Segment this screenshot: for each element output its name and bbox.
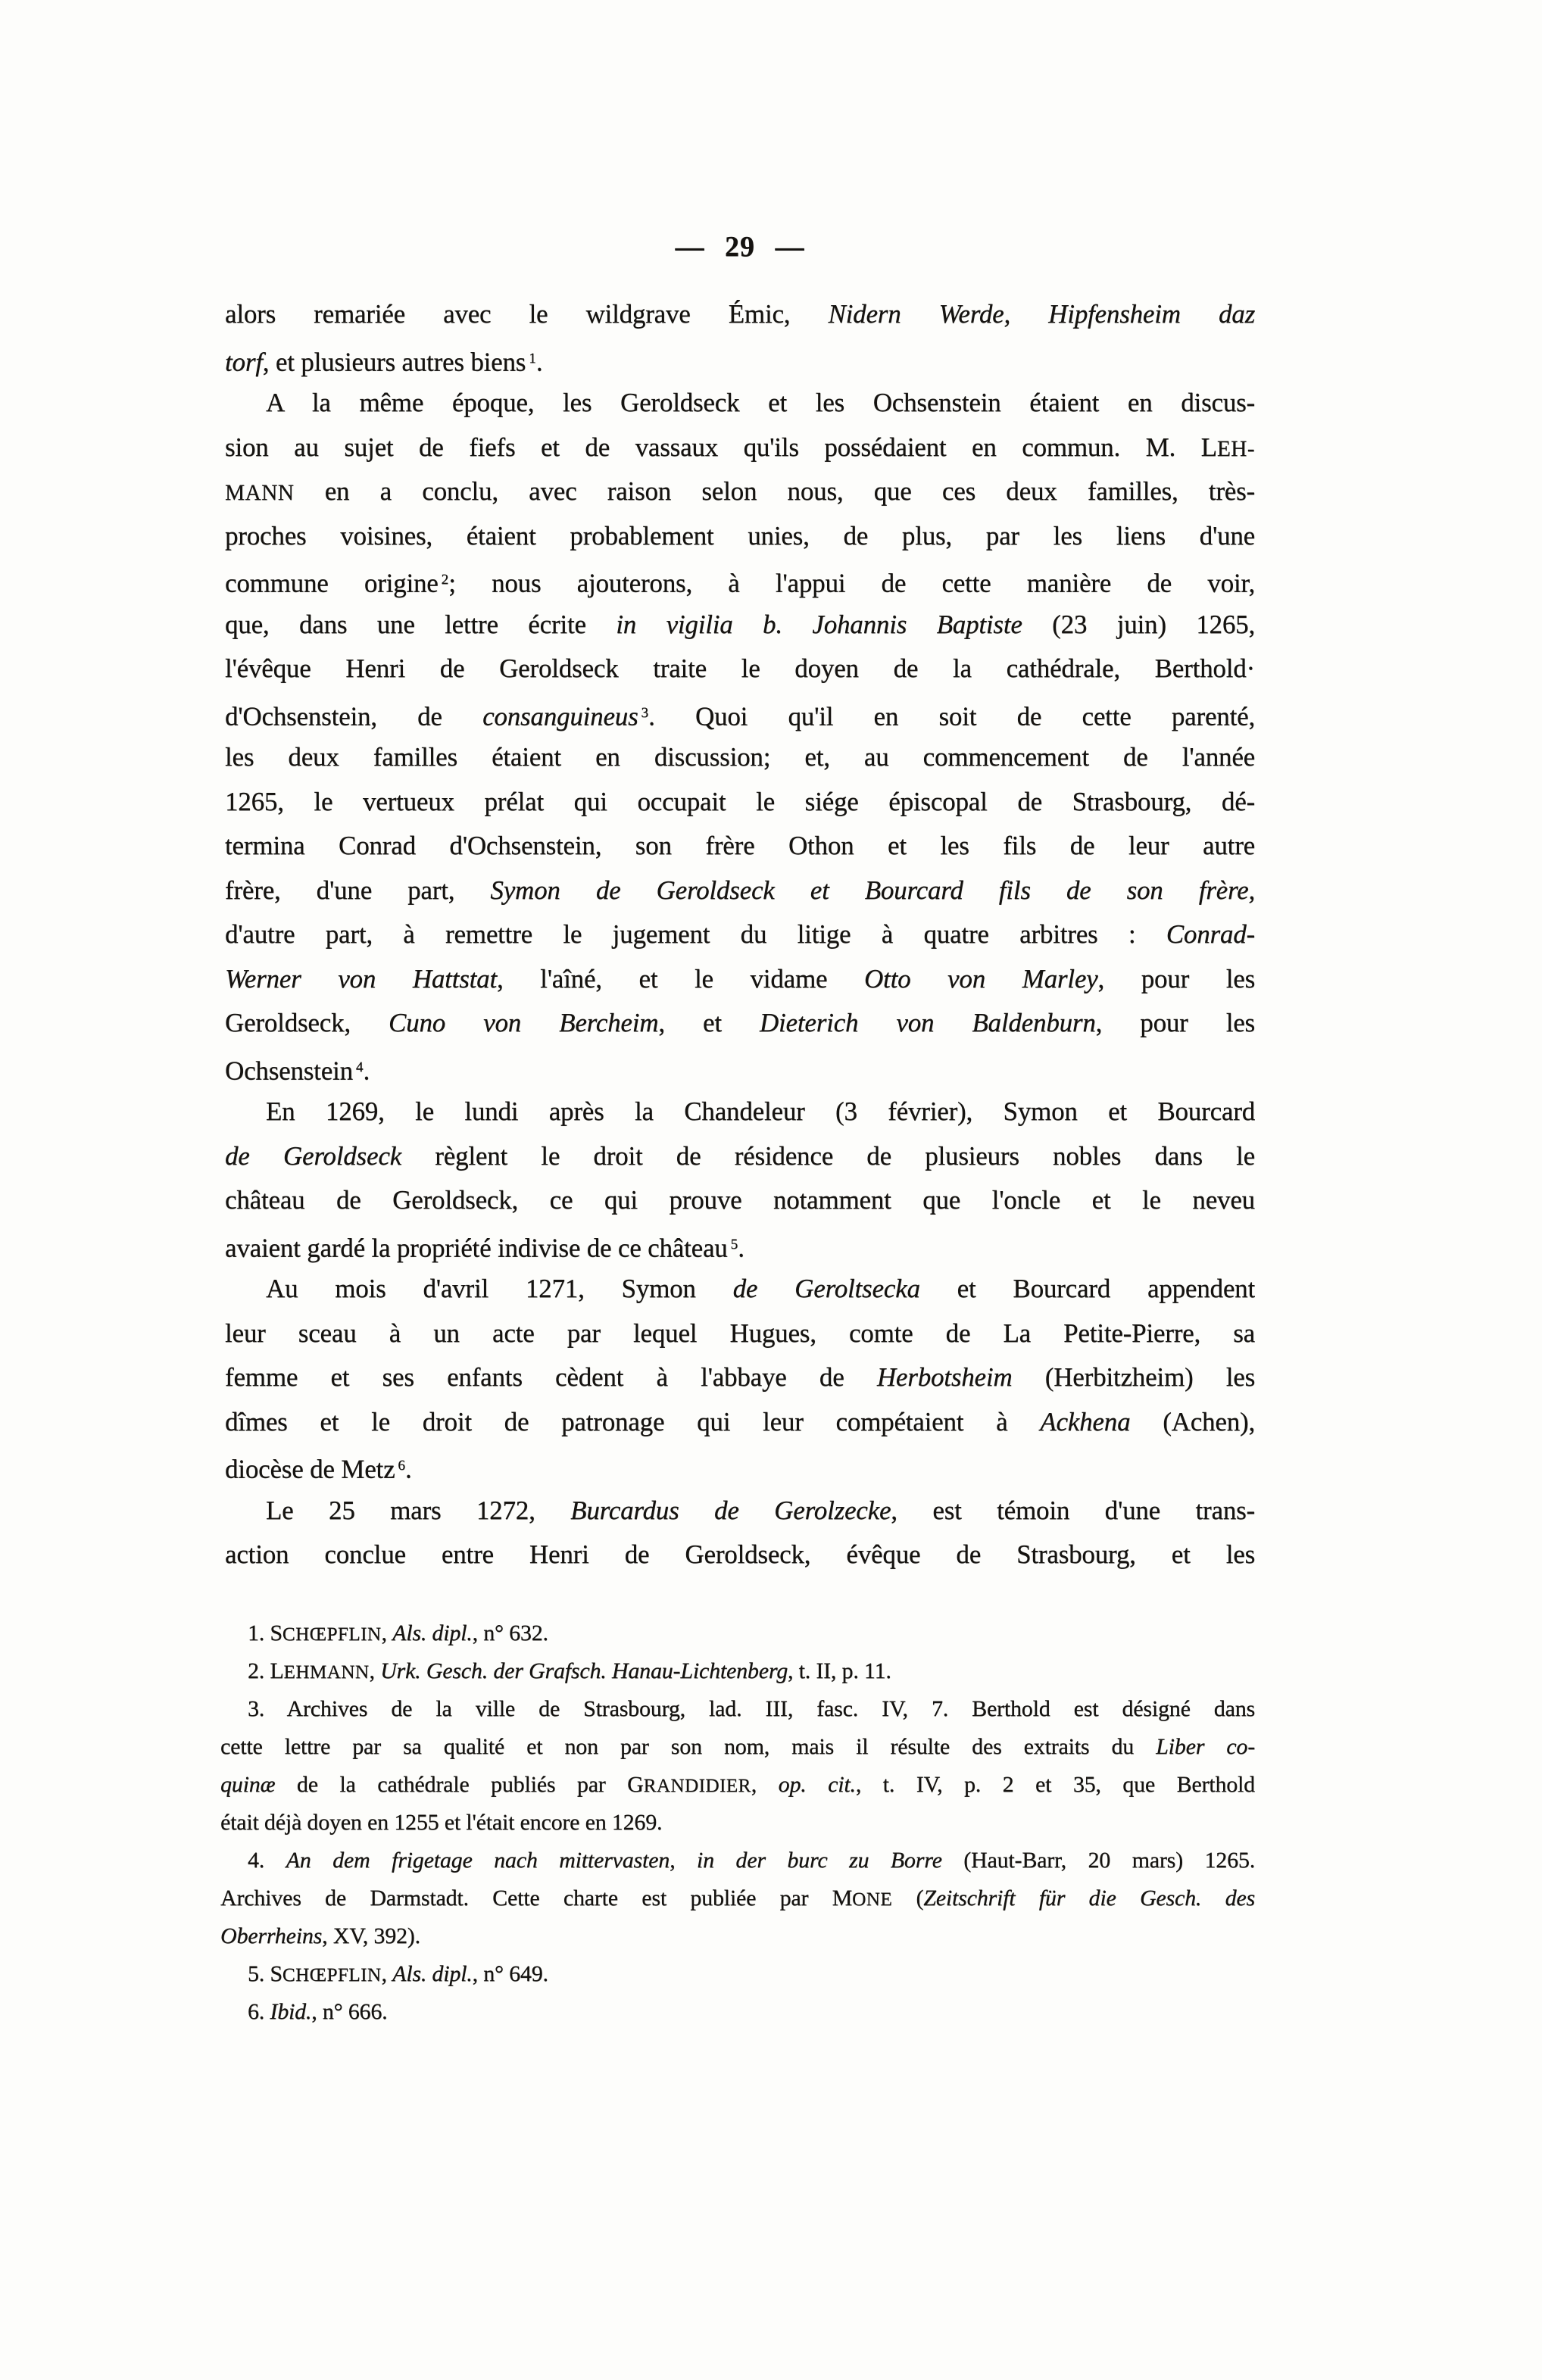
text-line	[225, 735, 1255, 780]
footnote-reference: 5	[730, 1236, 738, 1252]
text-line	[225, 1090, 1255, 1134]
text-line	[225, 1312, 1255, 1356]
text-segment: , t. IV, p. 2 et 35, que Berthold	[855, 1772, 1255, 1797]
text-segment: ,	[751, 1772, 779, 1797]
text-segment: femme et ses enfants cèdent à l'abbaye de	[225, 1362, 877, 1392]
footnote	[220, 1614, 1255, 1652]
text-segment: 6.	[248, 1999, 270, 2024]
text-segment: leur sceau à un acte par lequel Hugues, comte de La Petite-Pierre, sa	[225, 1318, 1255, 1348]
text-segment: Cuno von Bercheim	[389, 1008, 659, 1037]
text-segment: , et plusieurs autres biens	[262, 347, 526, 377]
text-segment: (Haut-Barr, 20 mars) 1265.	[941, 1848, 1255, 1873]
text-segment: (Achen),	[1130, 1406, 1255, 1436]
footnote-reference: 1	[529, 350, 536, 367]
text-line	[225, 957, 1255, 1002]
text-segment: proches voisines, étaient probablement unies, de plus, par les liens d'une	[225, 520, 1255, 551]
text-segment: alors remariée avec le wildgrave Émic,	[225, 299, 829, 329]
text-line	[220, 1614, 1255, 1652]
text-segment: et Bourcard appendent	[919, 1274, 1255, 1303]
text-line	[225, 780, 1255, 825]
text-segment: Werner von Hattstat	[225, 963, 497, 993]
text-segment: que, dans une lettre écrite	[225, 609, 616, 639]
text-segment: Geroldseck,	[225, 1008, 389, 1037]
text-segment: 1265, le vertueux prélat qui occupait le siége épiscopal de Strasbourg, dé-	[225, 786, 1255, 816]
footnote-reference: 6	[398, 1458, 406, 1474]
text-segment: d'autre part, à remettre le jugement du litige à quatre arbitres :	[225, 919, 1166, 949]
text-segment: A la même époque, les Geroldseck et les Ochsenstein étaient en discus-	[266, 388, 1255, 417]
text-segment: RANDIDIER	[643, 1776, 751, 1796]
text-segment: (	[892, 1886, 924, 1911]
footnote	[220, 1842, 1255, 1955]
text-line	[225, 337, 1255, 382]
text-segment: Dieterich von Baldenburn	[759, 1008, 1096, 1037]
text-segment: Ibid.	[270, 1999, 312, 2024]
text-segment: .	[405, 1454, 412, 1484]
text-segment: règlent le droit de résidence de plusieurs nobles dans le	[401, 1140, 1255, 1171]
text-segment: ,	[381, 1961, 393, 1986]
text-line	[225, 1178, 1255, 1223]
text-segment: Ackhena	[1040, 1406, 1131, 1436]
text-segment: sion au sujet de fiefs et de vassaux qu'ils possédaient en commun. M. L	[225, 432, 1217, 462]
footnote-reference: 4	[355, 1059, 364, 1075]
text-segment: Au mois d'avril 1271, Symon	[266, 1274, 733, 1303]
text-segment: (Herbitzheim) les	[1012, 1362, 1255, 1392]
text-line	[220, 1804, 1255, 1842]
text-line	[225, 292, 1255, 337]
text-segment: Liber co-	[1156, 1734, 1255, 1759]
footnotes	[220, 1614, 1255, 2031]
text-segment: , t. II, p. 11.	[788, 1658, 891, 1683]
text-segment: château de Geroldseck, ce qui prouve notamment que l'oncle et le neveu	[225, 1185, 1255, 1215]
text-line	[225, 1046, 1255, 1090]
text-segment: consanguineus	[482, 701, 638, 731]
text-segment: Archives de Darmstadt. Cette charte est publiée par M	[220, 1886, 853, 1911]
text-segment: , est témoin d'une trans-	[891, 1495, 1255, 1525]
text-segment: action conclue entre Henri de Geroldseck, évêque de Strasbourg, et les	[225, 1539, 1255, 1569]
text-line	[220, 1690, 1255, 1728]
text-segment: , n° 666.	[311, 1999, 388, 2024]
text-segment: , et	[658, 1008, 760, 1037]
text-line	[225, 1267, 1255, 1312]
footnote	[220, 1955, 1255, 1993]
text-segment: .	[363, 1056, 370, 1086]
text-line	[225, 514, 1255, 559]
text-line	[225, 1134, 1255, 1179]
text-segment: Urk. Gesch. der Grafsch. Hanau-Lichtenberg	[380, 1658, 788, 1683]
text-segment: in vigilia b. Johannis Baptiste	[616, 609, 1022, 639]
text-line	[225, 824, 1255, 869]
footnote	[220, 1652, 1255, 1690]
text-segment: CHŒPFLIN	[282, 1965, 382, 1985]
text-segment: 4.	[248, 1848, 286, 1873]
text-segment: , l'aîné, et le vidame	[496, 963, 864, 993]
text-segment: Burcardus de Gerolzecke	[570, 1495, 891, 1525]
text-segment: MANN	[225, 481, 295, 505]
text-segment: de Geroltsecka	[732, 1274, 920, 1303]
text-line	[225, 647, 1255, 691]
text-segment: .	[535, 347, 543, 377]
text-segment: Nidern Werde, Hipfensheim daz	[828, 299, 1255, 329]
text-segment: ,	[369, 1658, 381, 1683]
text-segment: (23 juin) 1265,	[1022, 609, 1255, 639]
text-segment: Als. dipl.	[392, 1961, 473, 1986]
body-paragraph	[225, 1267, 1255, 1489]
text-segment: Ochsenstein	[225, 1056, 353, 1086]
text-segment: , n° 649.	[472, 1961, 548, 1986]
text-line	[220, 1766, 1255, 1804]
text-segment: frère, d'une part,	[225, 875, 491, 905]
text-segment: , XV, 392).	[322, 1923, 420, 1948]
text-segment: .	[738, 1233, 744, 1263]
text-segment: 2. L	[248, 1658, 284, 1683]
text-segment: En 1269, le lundi après la Chandeleur (3 février), Symon et Bourcard	[266, 1096, 1255, 1126]
text-segment: Le 25 mars 1272,	[266, 1495, 571, 1525]
text-segment: EHMANN	[283, 1662, 370, 1683]
text-line	[225, 869, 1255, 913]
text-line	[220, 1917, 1255, 1955]
text-line	[220, 1879, 1255, 1917]
text-segment: ,	[381, 1620, 393, 1645]
text-segment: en a conclu, avec raison selon nous, que ces deux familles, très-	[294, 476, 1255, 506]
body-paragraph	[225, 1090, 1255, 1267]
page-number: — 29 —	[675, 231, 805, 263]
text-segment: EH-	[1216, 436, 1255, 461]
text-line	[225, 1400, 1255, 1445]
text-segment: 3. Archives de la ville de Strasbourg, lad. III, fasc. IV, 7. Berthold est désigné dans	[248, 1696, 1255, 1721]
text-segment: quinæ	[220, 1772, 276, 1797]
text-segment: Symon de Geroldseck et Bourcard fils de son frère,	[490, 875, 1255, 905]
text-segment: de Geroldseck	[225, 1140, 401, 1171]
text-segment: , pour les	[1097, 963, 1255, 993]
text-segment: ONE	[852, 1889, 893, 1910]
text-segment: d'Ochsenstein, de	[225, 701, 483, 731]
text-segment: op. cit.	[778, 1772, 856, 1797]
text-line	[225, 603, 1255, 647]
text-line	[220, 1652, 1255, 1690]
text-line	[225, 1355, 1255, 1400]
footnote	[220, 1993, 1255, 2031]
footnote-reference: 3	[641, 704, 649, 721]
text-line	[220, 1955, 1255, 1993]
text-segment: , n° 632.	[472, 1620, 548, 1645]
text-segment: ; nous ajouterons, à l'appui de cette manière de voir,	[448, 568, 1255, 598]
text-segment: Zeitschrift für die Gesch. des	[923, 1886, 1255, 1911]
text-segment: 5. S	[248, 1961, 282, 1986]
text-segment: torf	[225, 347, 263, 377]
text-segment: , pour les	[1095, 1008, 1255, 1037]
text-segment: 1. S	[248, 1620, 282, 1645]
text-line	[225, 1223, 1255, 1268]
text-line	[225, 1489, 1255, 1533]
text-line	[225, 469, 1255, 514]
text-line	[225, 1533, 1255, 1577]
text-segment: Oberrheins	[220, 1923, 323, 1948]
footnote-reference: 2	[441, 572, 449, 588]
text-segment: Als. dipl.	[392, 1620, 473, 1645]
body-text	[225, 292, 1255, 1577]
text-segment: Conrad-	[1166, 919, 1255, 949]
text-segment: l'évêque Henri de Geroldseck traite le doyen de la cathédrale, Berthold·	[225, 653, 1255, 683]
text-line	[225, 691, 1255, 736]
footnote	[220, 1690, 1255, 1842]
text-line	[225, 912, 1255, 957]
text-segment: termina Conrad d'Ochsenstein, son frère Othon et les fils de leur autre	[225, 831, 1255, 860]
text-line	[220, 1842, 1255, 1879]
text-segment: de la cathédrale publiés par G	[275, 1772, 644, 1797]
text-segment: avaient gardé la propriété indivise de ce château	[225, 1233, 728, 1263]
body-paragraph	[225, 1489, 1255, 1577]
text-segment: . Quoi qu'il en soit de cette parenté,	[648, 701, 1255, 731]
body-paragraph	[225, 381, 1255, 1090]
text-line	[225, 426, 1255, 470]
text-line	[220, 1993, 1255, 2031]
text-segment: Herbotsheim	[876, 1362, 1013, 1392]
text-segment: diocèse de Metz	[225, 1454, 395, 1484]
text-segment: les deux familles étaient en discussion; et, au commencement de l'année	[225, 742, 1255, 772]
text-line	[225, 1001, 1255, 1046]
text-segment: An dem frigetage nach mittervasten, in der burc zu Borre	[286, 1848, 942, 1873]
text-line	[225, 1444, 1255, 1489]
text-segment: était déjà doyen en 1255 et l'était encore en 1269.	[220, 1810, 663, 1835]
text-line	[225, 558, 1255, 603]
body-paragraph	[225, 292, 1255, 381]
text-line	[225, 381, 1255, 426]
text-line	[220, 1728, 1255, 1766]
text-segment: CHŒPFLIN	[282, 1624, 382, 1645]
text-segment: Otto von Marley	[863, 963, 1098, 993]
text-segment: dîmes et le droit de patronage qui leur compétaient à	[225, 1406, 1041, 1436]
text-segment: cette lettre par sa qualité et non par son nom, mais il résulte des extraits du	[220, 1734, 1156, 1759]
text-segment: commune origine	[225, 568, 439, 598]
